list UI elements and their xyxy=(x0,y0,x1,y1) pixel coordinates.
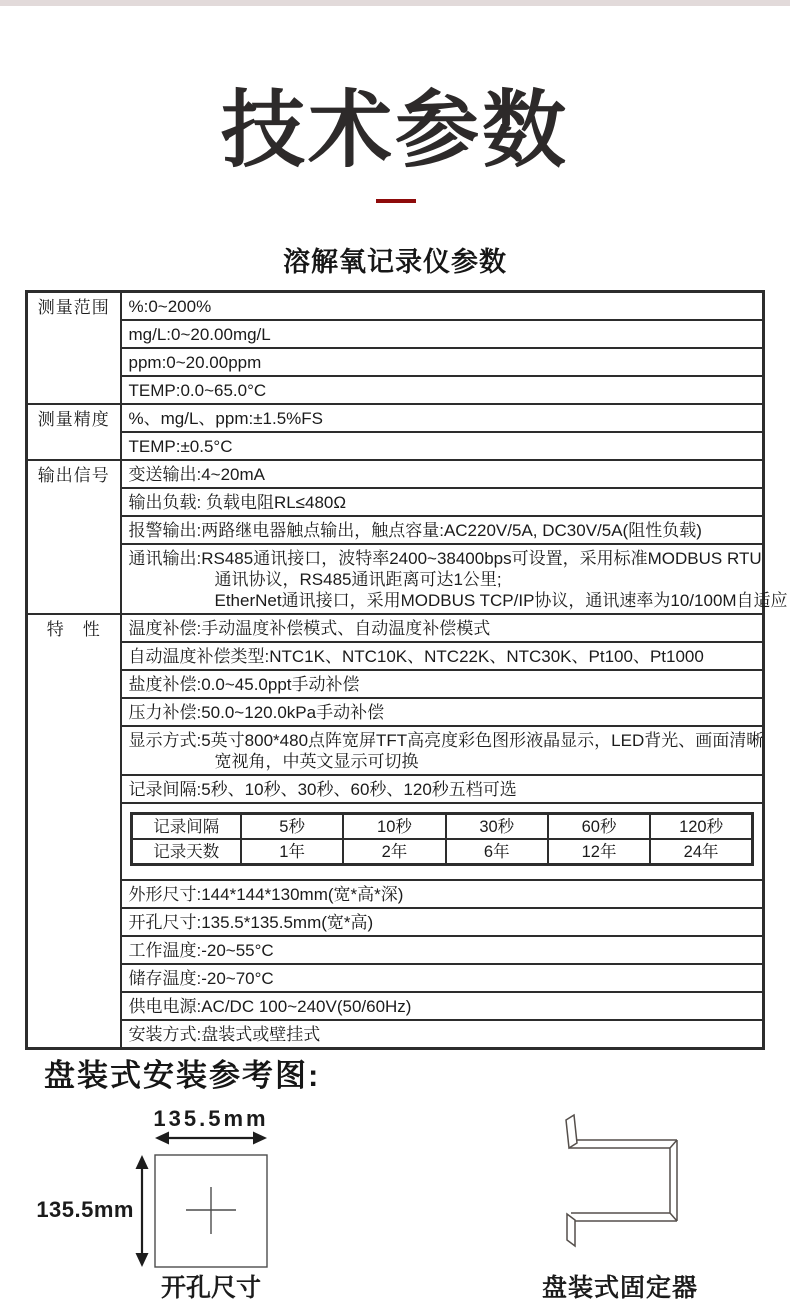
top-accent-bar xyxy=(0,0,790,6)
record-cell: 1年 xyxy=(241,839,343,865)
spec-value: 安装方式:盘装式或壁挂式 xyxy=(121,1020,764,1049)
group-label-output-signal: 输出信号 xyxy=(27,460,121,614)
panel-fixer-diagram xyxy=(490,1093,750,1302)
spec-value-multiline xyxy=(121,544,788,614)
table-row xyxy=(27,544,764,614)
hole-diagram-caption: 开孔尺寸 xyxy=(160,1274,262,1302)
record-interval-table xyxy=(130,812,755,866)
table-row xyxy=(27,908,764,936)
table-row xyxy=(27,726,764,775)
record-cell: 12年 xyxy=(548,839,650,865)
arrowhead-right-icon xyxy=(253,1132,267,1145)
arrowhead-down-icon xyxy=(136,1253,149,1267)
table-row xyxy=(27,432,764,460)
spec-value: 温度补偿:手动温度补偿模式、自动温度补偿模式 xyxy=(121,614,764,642)
table-row xyxy=(27,964,764,992)
record-table-cell xyxy=(121,803,764,880)
spec-value: 输出负载: 负载电阻RL≤480Ω xyxy=(121,488,764,516)
spec-value: mg/L:0~20.00mg/L xyxy=(121,320,764,348)
spec-value: 盐度补偿:0.0~45.0ppt手动补偿 xyxy=(121,670,764,698)
table-row xyxy=(27,516,764,544)
spec-value: 外形尺寸:144*144*130mm(宽*高*深) xyxy=(121,880,764,908)
table-row xyxy=(27,698,764,726)
spec-value-multiline xyxy=(121,726,764,775)
table-row xyxy=(27,488,764,516)
hole-size-diagram xyxy=(30,1093,330,1302)
spec-value: 开孔尺寸:135.5*135.5mm(宽*高) xyxy=(121,908,764,936)
group-label-features: 特 性 xyxy=(27,614,121,1049)
hole-width-label: 135.5mm xyxy=(153,1106,269,1131)
spec-value: 供电电源:AC/DC 100~240V(50/60Hz) xyxy=(121,992,764,1020)
spec-value: TEMP:±0.5°C xyxy=(121,432,764,460)
spec-value: 工作温度:-20~55°C xyxy=(121,936,764,964)
table-row xyxy=(27,992,764,1020)
spec-line: 宽视角，中英文显示可切换 xyxy=(214,751,419,771)
fixer-top-arm xyxy=(569,1140,677,1148)
arrowhead-up-icon xyxy=(136,1155,149,1169)
table-row xyxy=(27,880,764,908)
table-row xyxy=(131,814,753,840)
table-row xyxy=(27,670,764,698)
table-row xyxy=(27,376,764,404)
record-cell: 120秒 xyxy=(650,814,752,840)
record-cell: 记录天数 xyxy=(131,839,241,865)
table-row xyxy=(27,803,764,880)
record-cell: 2年 xyxy=(343,839,445,865)
arrowhead-left-icon xyxy=(155,1132,169,1145)
page-subtitle: 溶解氧记录仪参数 xyxy=(283,247,507,277)
spec-value: TEMP:0.0~65.0°C xyxy=(121,376,764,404)
spec-value: %、mg/L、ppm:±1.5%FS xyxy=(121,404,764,432)
fixer-right-bar xyxy=(670,1140,677,1221)
title-divider xyxy=(376,199,416,203)
group-label-accuracy: 测量精度 xyxy=(27,404,121,460)
record-cell: 60秒 xyxy=(548,814,650,840)
table-row xyxy=(27,320,764,348)
group-label-measure-range: 测量范围 xyxy=(27,292,121,405)
record-cell: 30秒 xyxy=(446,814,548,840)
table-row xyxy=(27,292,764,321)
fixer-caption: 盘装式固定器 xyxy=(541,1274,699,1302)
spec-value: ppm:0~20.00ppm xyxy=(121,348,764,376)
spec-line: EtherNet通讯接口，采用MODBUS TCP/IP协议，通讯速率为10/100M自适应 xyxy=(214,590,788,610)
page-title: 技术参数 xyxy=(220,83,569,177)
spec-value: 报警输出:两路继电器触点输出，触点容量:AC220V/5A, DC30V/5A(阻性负载) xyxy=(121,516,764,544)
record-cell: 10秒 xyxy=(343,814,445,840)
table-row xyxy=(131,839,753,865)
spec-line: 显示方式:5英寸800*480点阵宽屏TFT高亮度彩色图形液晶显示，LED背光、画面清晰 xyxy=(128,730,764,750)
spec-value: 记录间隔:5秒、10秒、30秒、60秒、120秒五档可选 xyxy=(121,775,764,803)
spec-value: 自动温度补偿类型:NTC1K、NTC10K、NTC22K、NTC30K、Pt100、Pt1000 xyxy=(121,642,764,670)
table-row xyxy=(27,460,764,488)
table-row xyxy=(27,1020,764,1049)
table-row xyxy=(27,642,764,670)
spec-value: 储存温度:-20~70°C xyxy=(121,964,764,992)
spec-value: 变送输出:4~20mA xyxy=(121,460,764,488)
record-cell: 5秒 xyxy=(241,814,343,840)
fixer-top-flange xyxy=(566,1115,577,1148)
fixer-bottom-arm xyxy=(567,1213,677,1221)
table-row xyxy=(27,404,764,432)
record-cell: 记录间隔 xyxy=(131,814,241,840)
table-row xyxy=(27,348,764,376)
fixer-bottom-flange xyxy=(567,1214,575,1246)
spec-value: %:0~200% xyxy=(121,292,764,321)
hole-height-label: 135.5mm xyxy=(36,1197,134,1222)
spec-line: 通讯输出:RS485通讯接口，波特率2400~38400bps可设置，采用标准MODBUS RTU xyxy=(128,548,762,568)
spec-value: 压力补偿:50.0~120.0kPa手动补偿 xyxy=(121,698,764,726)
table-row xyxy=(27,775,764,803)
spec-table xyxy=(25,290,788,1050)
table-row xyxy=(27,614,764,642)
record-cell: 6年 xyxy=(446,839,548,865)
record-cell: 24年 xyxy=(650,839,752,865)
table-row xyxy=(27,936,764,964)
mounting-section-heading: 盘装式安装参考图: xyxy=(44,1058,321,1093)
spec-line: 通讯协议，RS485通讯距离可达1公里; xyxy=(214,569,502,589)
